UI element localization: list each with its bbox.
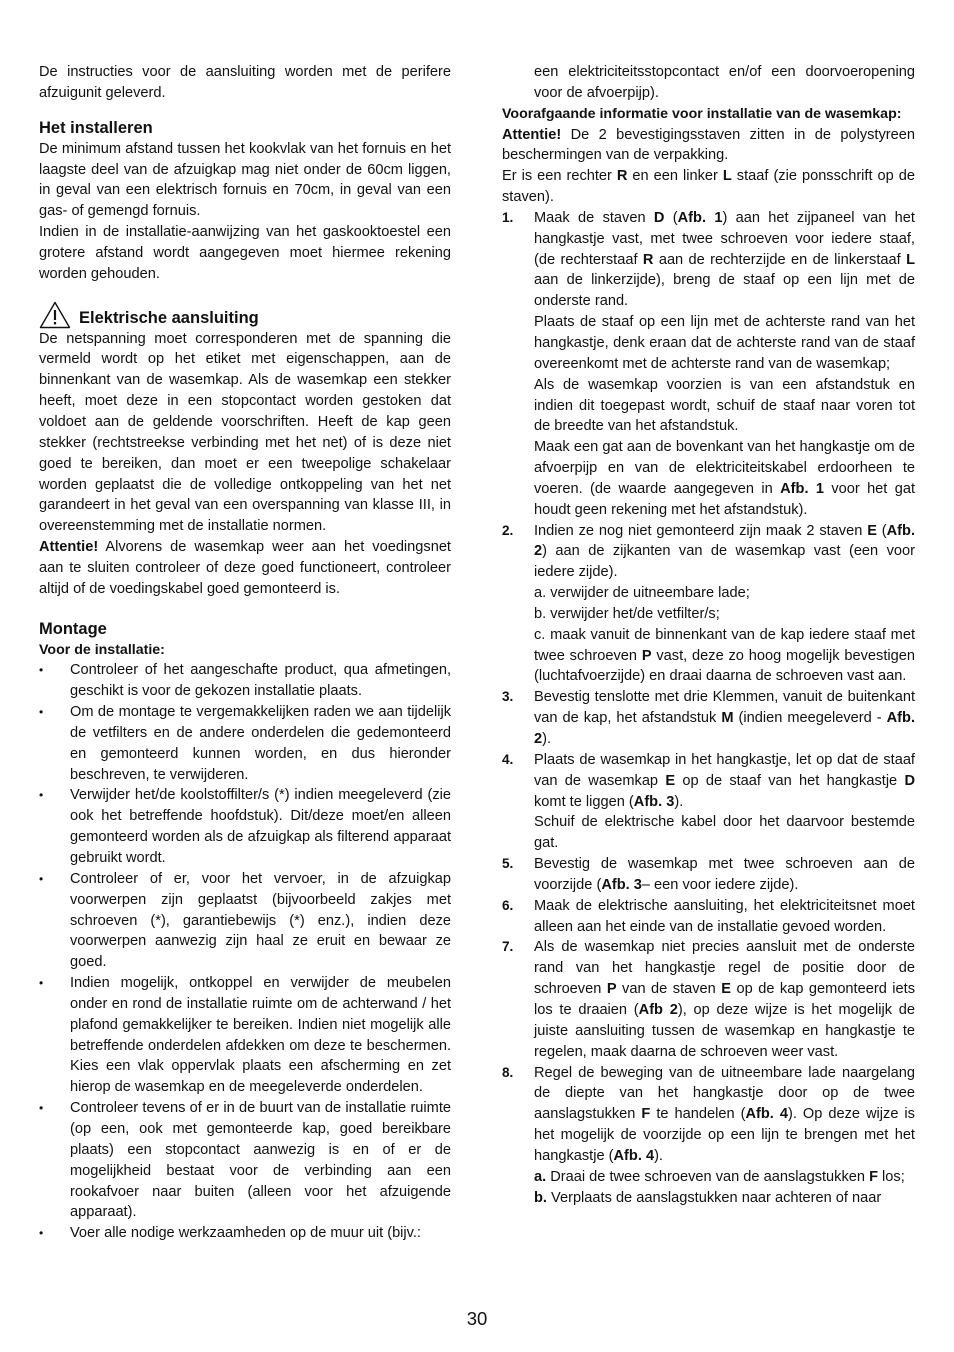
intro-paragraph: De instructies voor de aansluiting worden met de perifere afzuigunit geleverd. (39, 64, 451, 101)
step-1-paragraph-3: Als de wasemkap voorzien is van een afstandstuk en indien dit toegepast wordt, schuif de staaf naar voren tot de breedte van het afstandstuk. (534, 376, 915, 435)
step-1-paragraph-4: Maak een gat aan de bovenkant van het hangkastje om de afvoerpijp en van de elektriciteitskabel erdoorheen te voeren. (de waarde aangegeven in Afb. 1 voor het gat houdt geen rekening met het afstandstuk). (534, 439, 915, 518)
step-number: 2. (502, 522, 514, 538)
right-column (502, 62, 915, 1208)
step-8-sub-a: a. Draai de twee schroeven van de aanslagstukken F los; (534, 1168, 905, 1185)
step-4-paragraph-2: Schuif de elektrische kabel door het daarvoor bestemde gat. (534, 814, 915, 852)
list-item: • Controleer of er, voor het vervoer, in de afzuigkap voorwerpen zijn geplaatst (bijvoorbeeld zakjes met schroeven (*), garantiebewijs (*) enz.), indien deze voorwerpen aanwezig zijn haal ze eruit en bewaar ze goed. (39, 869, 451, 973)
electric-heading: Elektrische aansluiting (79, 308, 259, 327)
step-4: 4. Plaats de wasemkap in het hangkastje, let op dat de staaf van de wasemkap E op de staaf van het hangkastje D komt te liggen (Afb. 3). Schuif de elektrische kabel door het daarvoor bestemde gat. (502, 750, 915, 854)
electric-heading-row (39, 301, 451, 329)
attention-text: De 2 bevestigingsstaven zitten in de polystyreen beschermingen van de verpakking. (502, 126, 915, 164)
install-heading: Het installeren (39, 118, 153, 137)
list-item: • Om de montage te vergemakkelijken raden we aan tijdelijk de vetfilters en de andere onderdelen die gedemonteerd en gemonteerd kunnen worden, en dus hieronder beschreven, te verwijderen. (39, 702, 451, 785)
list-item: • Indien mogelijk, ontkoppel en verwijder de meubelen onder en rond de installatie ruimte om de achterwand / het plafond gemakkelijker te bereiken. Indien niet mogelijk alle betreffende onderdelen afdekken om deze te beschermen. Kies een vlak oppervlak plaats een afscherming en zet hierop de wasemkap en de meegeleverde onderdelen. (39, 973, 451, 1098)
attention-label: Attentie! (39, 539, 99, 556)
continued-text: een elektriciteitsstopcontact en/of een doorvoeropening voor de afvoerpijp). (534, 64, 915, 101)
step-number: 5. (502, 856, 514, 872)
step-2-sub-c: c. maak vanuit de binnenkant van de kap iedere staaf met twee schroeven P vast, deze zo hoog mogelijk bevestigen (luchtafvoerzijde) en draai daarna de schroeven vast aan. (534, 626, 915, 685)
step-7: 7. Als de wasemkap niet precies aansluit met de onderste rand van het hangkastje regel de positie door de schroeven P van de staven E op de kap gemonteerd iets los te draaien (Afb 2), op deze wijze is het mogelijk de juiste aansluiting tussen de wasemkap en hangkastje te regelen, maak daarna de schroeven weer vast. (502, 939, 916, 1060)
list-item: • Voer alle nodige werkzaamheden op de muur uit (bijv.: (39, 1223, 451, 1244)
step-8-sub-b: b. Verplaats de aanslagstukken naar achteren of naar (534, 1189, 882, 1206)
step-2: 2. Indien ze nog niet gemonteerd zijn maak 2 staven E (Afb. 2) aan de zijkanten van de wasemkap vast (een voor iedere zijde). a. verwijder de uitneembare lade; b. verwijder het/de vetfilter/s; c. maak vanuit de binnenkant van de kap iedere staaf met twee schroeven P vast, deze zo hoog mogelijk bevestigen (luchtafvoerzijde) en draai daarna de schroeven vast aan. (502, 521, 915, 688)
list-item: • Verwijder het/de koolstoffilter/s (*) indien meegeleverd (zie ook het betreffende hoofdstuk). Dit/deze moet/en alleen gemonteerd worden als de afzuigkap als filterend apparaat gebruikt wordt. (39, 785, 451, 868)
step-5: 5. Bevestig de wasemkap met twee schroeven aan de voorzijde (Afb. 3– een voor iedere zijde). (502, 856, 915, 893)
page-number: 30 (466, 1308, 488, 1329)
step-1: 1. Maak de staven D (Afb. 1) aan het zijpaneel van het hangkastje vast, met twee schroeven voor iedere staaf, (de rechterstaaf R aan de rechterzijde en de linkerstaaf L aan de linkerzijde), breng de staaf op een lijn met de onderste rand. Plaats de staaf op een lijn met de achterste rand van het hangkastje, denk eraan dat de achterste rand van de staaf overeenkomt met de achterste rand van de wasemkap; Als de wasemkap voorzien is van een afstandstuk en indien dit toegepast wordt, schuif de staaf naar voren tot de breedte van het afstandstuk. Maak een gat aan de bovenkant van het hangkastje om de afvoerpijp en van de elektriciteitskabel erdoorheen te voeren. (de waarde aangegeven in Afb. 1 voor het gat houdt geen rekening met het afstandstuk). (502, 208, 915, 521)
left-column (39, 62, 451, 1244)
prelim-heading: Voorafgaande informatie voor installatie van de wasemkap: (502, 105, 902, 122)
install-paragraph-2: Indien in de installatie-aanwijzing van het gaskooktoestel een grotere afstand wordt aangegeven moet hiermee rekening worden gehouden. (39, 224, 451, 282)
step-number: 4. (502, 751, 514, 767)
right-attention (502, 125, 915, 167)
install-steps (502, 208, 915, 1209)
electric-paragraph: De netspanning moet corresponderen met de spanning die vermeld wordt op het etiket met eigenschappen, aan de binnenkant van de wasemkap. Als de wasemkap een stekker heeft, moet deze in een stopcontact worden gestoken dat voldoet aan de geldende voorschriften. Heeft de kap geen stekker (rechtstreekse verbinding met het net) of is deze niet goed te bereiken, dan moet er een tweepolige schakelaar worden geplaatst die de volledige ontkoppeling van het net garandeert in het geval van een overspanning van klasse III, in overeenstemming met de installatie normen. (39, 330, 451, 535)
step-1-paragraph-2: Plaats de staaf op een lijn met de achterste rand van het hangkastje, denk eraan dat de achterste rand van de staaf overeenkomt met de achterste rand van de wasemkap; (534, 314, 915, 372)
step-number: 6. (502, 897, 514, 913)
step-number: 7. (502, 939, 514, 955)
step-number: 1. (502, 209, 514, 225)
attention-text: Alvorens de wasemkap weer aan het voedingsnet aan te sluiten controleer of deze goed functioneert, controleer altijd of de voedingskabel goed gemonteerd is. (39, 539, 451, 597)
before-install-list (39, 660, 451, 1244)
install-paragraph-1: De minimum afstand tussen het kookvlak van het fornuis en het laagste deel van de afzuigkap mag niet onder de 60cm liggen, in geval van een elektrisch fornuis en 70cm, in geval van een gas- of gemengd fornuis. (39, 140, 451, 220)
montage-heading: Montage (39, 619, 107, 638)
before-install-label: Voor de installatie: (39, 641, 165, 658)
step-number: 8. (502, 1064, 514, 1080)
list-item: • Controleer tevens of er in de buurt van de installatie ruimte (op een, ook met gemonteerde kap, goed bereikbare plaats) een stopcontact aanwezig is en of er de mogelijkheid bestaat voor de verbinding aan een rookafvoer naar buiten (alleen voor het afzuigende apparaat). (39, 1098, 451, 1223)
step-2-sub-a: a. verwijder de uitneembare lade; (534, 585, 750, 602)
warning-triangle-icon (39, 301, 71, 329)
attention-label: Attentie! (502, 126, 562, 143)
electric-attention (39, 537, 451, 600)
step-2-sub-b: b. verwijder het/de vetfilter/s; (534, 605, 720, 622)
rod-left-right-note: Er is een rechter R en een linker L staaf (zie ponsschrift op de staven). (502, 168, 915, 206)
step-3: 3. Bevestig tenslotte met drie Klemmen, vanuit de buitenkant van de kap, het afstandstuk M (indien meegeleverd - Afb. 2). (502, 689, 915, 747)
step-number: 3. (502, 689, 514, 705)
step-6: 6. Maak de elektrische aansluiting, het elektriciteitsnet moet alleen aan het einde van de installatie gevoed worden. (502, 897, 915, 935)
step-8: 8. Regel de beweging van de uitneembare lade naargelang de diepte van het hangkastje door op de twee aanslagstukken F te handelen (Afb. 4). Op deze wijze is het mogelijk de voorzijde op een lijn te brengen met het hangkastje (Afb. 4). a. Draai de twee schroeven van de aanslagstukken F los; b. Verplaats de aanslagstukken naar achteren of naar (502, 1063, 915, 1209)
list-item: • Controleer of het aangeschafte product, qua afmetingen, geschikt is voor de gekozen installatie plaats. (39, 660, 451, 702)
